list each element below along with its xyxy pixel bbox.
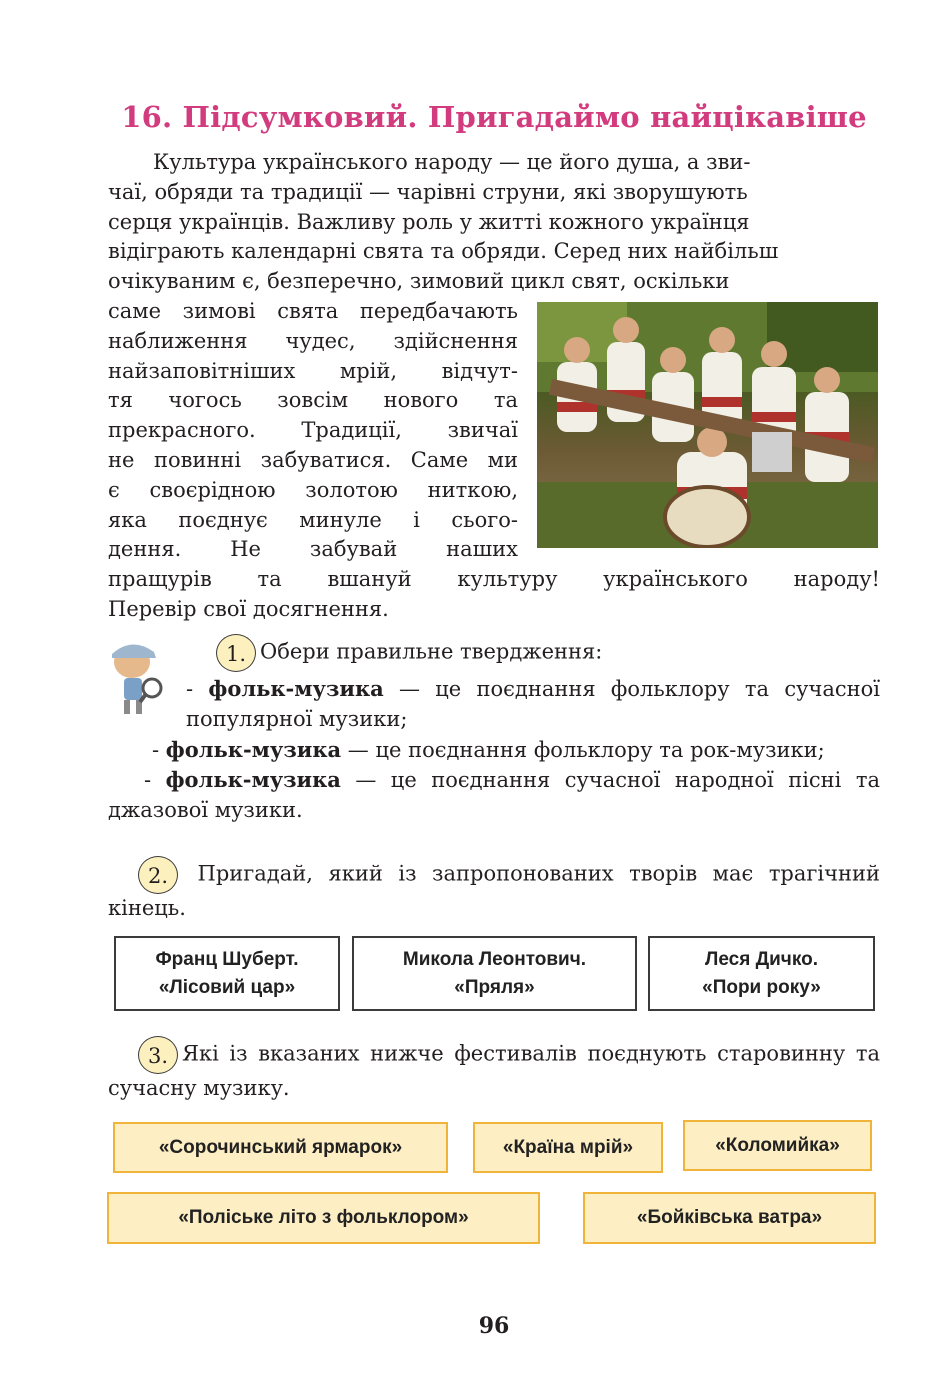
festival-option[interactable]: «Коломийка» [683,1120,872,1171]
intro-line: наближення чудес, здійснення [108,328,518,353]
intro-line: саме зимові свята передбачають [108,298,518,323]
page-number: 96 [478,1313,510,1339]
intro-line: чаї, обряди та традиції — чарівні струни, які зворушують [108,179,748,204]
intro-line: тя чогось зовсім нового та [108,388,518,413]
page-title: 16. Підсумковий. Пригадаймо найцікавіше [121,100,867,134]
task-1-option: - фольк-музика — це поєднання фольклору та сучасної популярної музики; [186,676,880,731]
intro-line: серця українців. Важливу роль у житті кожного українця [108,209,750,234]
festival-option[interactable]: «Країна мрій» [473,1122,663,1173]
intro-line: очікуваним є, безперечно, зимовий цикл свят, оскільки [108,269,730,294]
work-option-dychko[interactable]: Леся Дичко. «Пори року» [648,936,875,1011]
intro-line: пращурів та вшануй культуру українського народу! [108,567,880,592]
intro-line: яка поєднує минуле і сього- [108,507,518,532]
intro-line: Перевір свої досягнення. [108,596,389,621]
intro-line: прекрасного. Традиції, звичаї [108,418,518,443]
task-3-prompt: Які із вказаних нижче фестивалів поєднують старовинну та сучасну музику. [108,1041,880,1100]
task-1-prompt: Обери правильне твердження: [260,639,603,664]
intro-line: дення. Не забувай наших [108,537,518,562]
task-1-options [108,674,880,826]
task-2-text [108,856,880,924]
festival-option[interactable]: «Бойківська ватра» [583,1192,876,1244]
task-2-prompt: Пригадай, який із запропонованих творів має трагічний кінець. [108,861,880,920]
task-1-heading [216,634,602,672]
intro-line: Культура українського народу — це його душа, а зви- [153,150,751,174]
intro-line: є своєрідною золотою ниткою, [108,477,518,502]
festival-option[interactable]: «Поліське літо з фольклором» [107,1192,540,1244]
festival-option[interactable]: «Сорочинський ярмарок» [113,1122,448,1173]
work-option-leontovych[interactable]: Микола Леонтович. «Пряля» [352,936,637,1011]
intro-line: відіграють календарні свята та обряди. Серед них найбільш [108,239,779,264]
task-number-badge: 3. [138,1036,178,1074]
task-1-option: - фольк-музика — це поєднання сучасної народної пісні та джазової музики. [108,767,880,823]
intro-line: не повинні забуватися. Саме ми [108,447,518,472]
task-3-text [108,1036,880,1104]
folk-ensemble-photo [537,302,878,548]
task-number-badge: 1. [216,634,256,672]
folk-ensemble-illustration [537,302,878,548]
task-1-option: - фольк-музика — це поєднання фольклору та рок-музики; [152,736,825,762]
work-option-schubert[interactable]: Франц Шуберт. «Лісовий цар» [114,936,340,1011]
intro-line: найзаповітніших мрій, відчут- [108,358,518,383]
task-number-badge: 2. [138,856,178,894]
